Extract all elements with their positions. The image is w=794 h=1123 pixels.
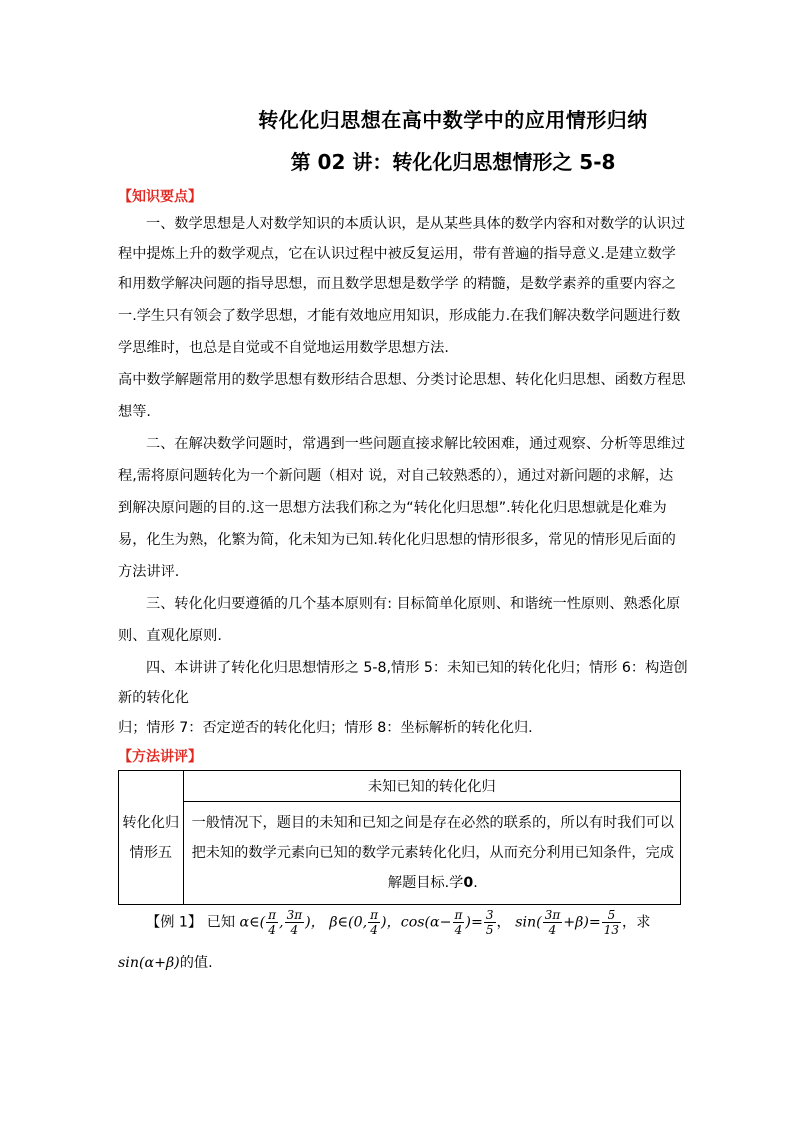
paragraph-line: 想等. <box>118 404 151 420</box>
math-expr: )= <box>465 914 483 931</box>
method-body-line: 把未知的数学元素向已知的数学元素转化化归，从而充分利用已知条件，完成 <box>191 845 674 861</box>
paragraph-line: 三、转化化归要遵循的几个基本原则有: 目标简单化原则、和谐统一性原则、熟悉化原 <box>146 596 681 612</box>
fraction-denominator: 4 <box>548 923 557 937</box>
paragraph-line: 归；情形 7：否定逆否的转化化归；情形 8：坐标解析的转化化归. <box>118 720 533 736</box>
fraction-numerator: 3π <box>544 908 561 922</box>
fraction-numerator: π <box>268 908 277 922</box>
fraction-denominator: 4 <box>454 923 463 937</box>
example-text: 已知 <box>206 914 236 931</box>
fraction <box>602 908 621 937</box>
paragraph-line: 四、本讲讲了转化化归思想情形之 5-8,情形 5：未知已知的转化化归；情形 6：构造创 <box>146 660 688 676</box>
example-text: ，求 <box>622 914 651 931</box>
method-body-cell <box>183 802 680 905</box>
fraction-denominator: 4 <box>370 923 378 937</box>
paragraph-line: 学思维时，也总是自觉或不自觉地运用数学思想方法. <box>118 340 449 356</box>
math-expr: β∈(0, <box>329 914 368 931</box>
example-1 <box>146 908 650 937</box>
fraction-denominator: 5 <box>485 923 494 937</box>
fraction <box>543 908 563 937</box>
method-table <box>118 770 681 905</box>
method-label-line: 情形五 <box>129 844 173 861</box>
example-text: 的值. <box>179 955 213 971</box>
math-expr: , <box>279 914 284 931</box>
method-label-cell <box>119 771 184 905</box>
fraction <box>453 908 465 937</box>
method-body-text: 解题目标.学 <box>387 875 464 891</box>
math-expr: cos(α− <box>400 914 452 931</box>
fraction <box>368 908 380 937</box>
paragraph-line: 程中提炼上升的数学观点，它在认识过程中被反复运用，带有普遍的指导意义.是建立数学 <box>118 246 676 262</box>
math-expr: α∈( <box>239 914 266 931</box>
paragraph-line: 则、直观化原则. <box>118 628 222 644</box>
paragraph-line: 一.学生只有领会了数学思想，才能有效地应用知识，形成能力.在我们解决数学问题进行数 <box>118 308 681 324</box>
paragraph-line: 到解决原问题的目的.这一思想方法我们称之为“转化化归思想”.转化化归思想就是化难为 <box>118 500 667 516</box>
paragraph-line: 二、在解决数学问题时，常遇到一些问题直接求解比较困难，通过观察、分析等思维过 <box>146 436 686 452</box>
paragraph-line: 一、数学思想是人对数学知识的本质认识，是从某些具体的数学内容和对数学的认识过 <box>146 216 686 232</box>
method-body-end: . <box>473 875 478 891</box>
method-label-line: 转化化归 <box>122 814 180 831</box>
math-expr: ， <box>496 914 511 931</box>
method-body-mark: 0 <box>463 875 474 891</box>
section-heading-method: 【方法讲评】 <box>118 749 202 765</box>
method-header-cell: 未知已知的转化化归 <box>183 771 680 802</box>
fraction-numerator: 3 <box>485 908 494 922</box>
fraction-denominator: 13 <box>603 923 620 937</box>
example-label: 【例 1】 <box>146 914 203 931</box>
paragraph-line: 程,需将原问题转化为一个新问题（相对 说，对自己较熟悉的），通过对新问题的求解，达 <box>118 468 674 484</box>
math-expr: )， <box>381 914 401 931</box>
fraction-numerator: π <box>454 908 463 922</box>
math-expr: sin(α+β) <box>118 955 180 971</box>
paragraph-line: 高中数学解题常用的数学思想有数形结合思想、分类讨论思想、转化化归思想、函数方程思 <box>118 372 686 388</box>
fraction-numerator: 3π <box>286 908 303 922</box>
math-expr: +β)= <box>563 914 601 931</box>
fraction-denominator: 4 <box>268 923 276 937</box>
fraction-denominator: 4 <box>290 923 299 937</box>
paragraph-line: 方法讲评. <box>118 564 180 580</box>
fraction <box>266 908 278 937</box>
math-expr: )， <box>305 914 325 931</box>
paragraph-line: 易，化生为熟，化繁为简，化未知为已知.转化化归思想的情形很多，常见的情形见后面的 <box>118 532 676 548</box>
section-heading-knowledge: 【知识要点】 <box>118 189 202 205</box>
lecture-subtitle: 第 02 讲：转化化归思想情形之 5-8 <box>290 150 616 174</box>
math-expr: sin( <box>515 914 542 931</box>
document-title: 转化化归思想在高中数学中的应用情形归纳 <box>258 108 648 132</box>
fraction <box>484 908 496 937</box>
paragraph-line: 新的转化化 <box>118 690 189 706</box>
method-body-line <box>192 868 674 898</box>
paragraph-line: 和用数学解决问题的指导思想，而且数学思想是数学学 的精髓，是数学素养的重要内容之 <box>118 276 676 292</box>
example-1-continued <box>118 952 213 972</box>
fraction <box>285 908 305 937</box>
fraction-numerator: 5 <box>602 908 621 923</box>
fraction-numerator: π <box>370 908 379 922</box>
method-body-line: 一般情况下，题目的未知和已知之间是存在必然的联系的，所以有时我们可以 <box>191 815 674 831</box>
